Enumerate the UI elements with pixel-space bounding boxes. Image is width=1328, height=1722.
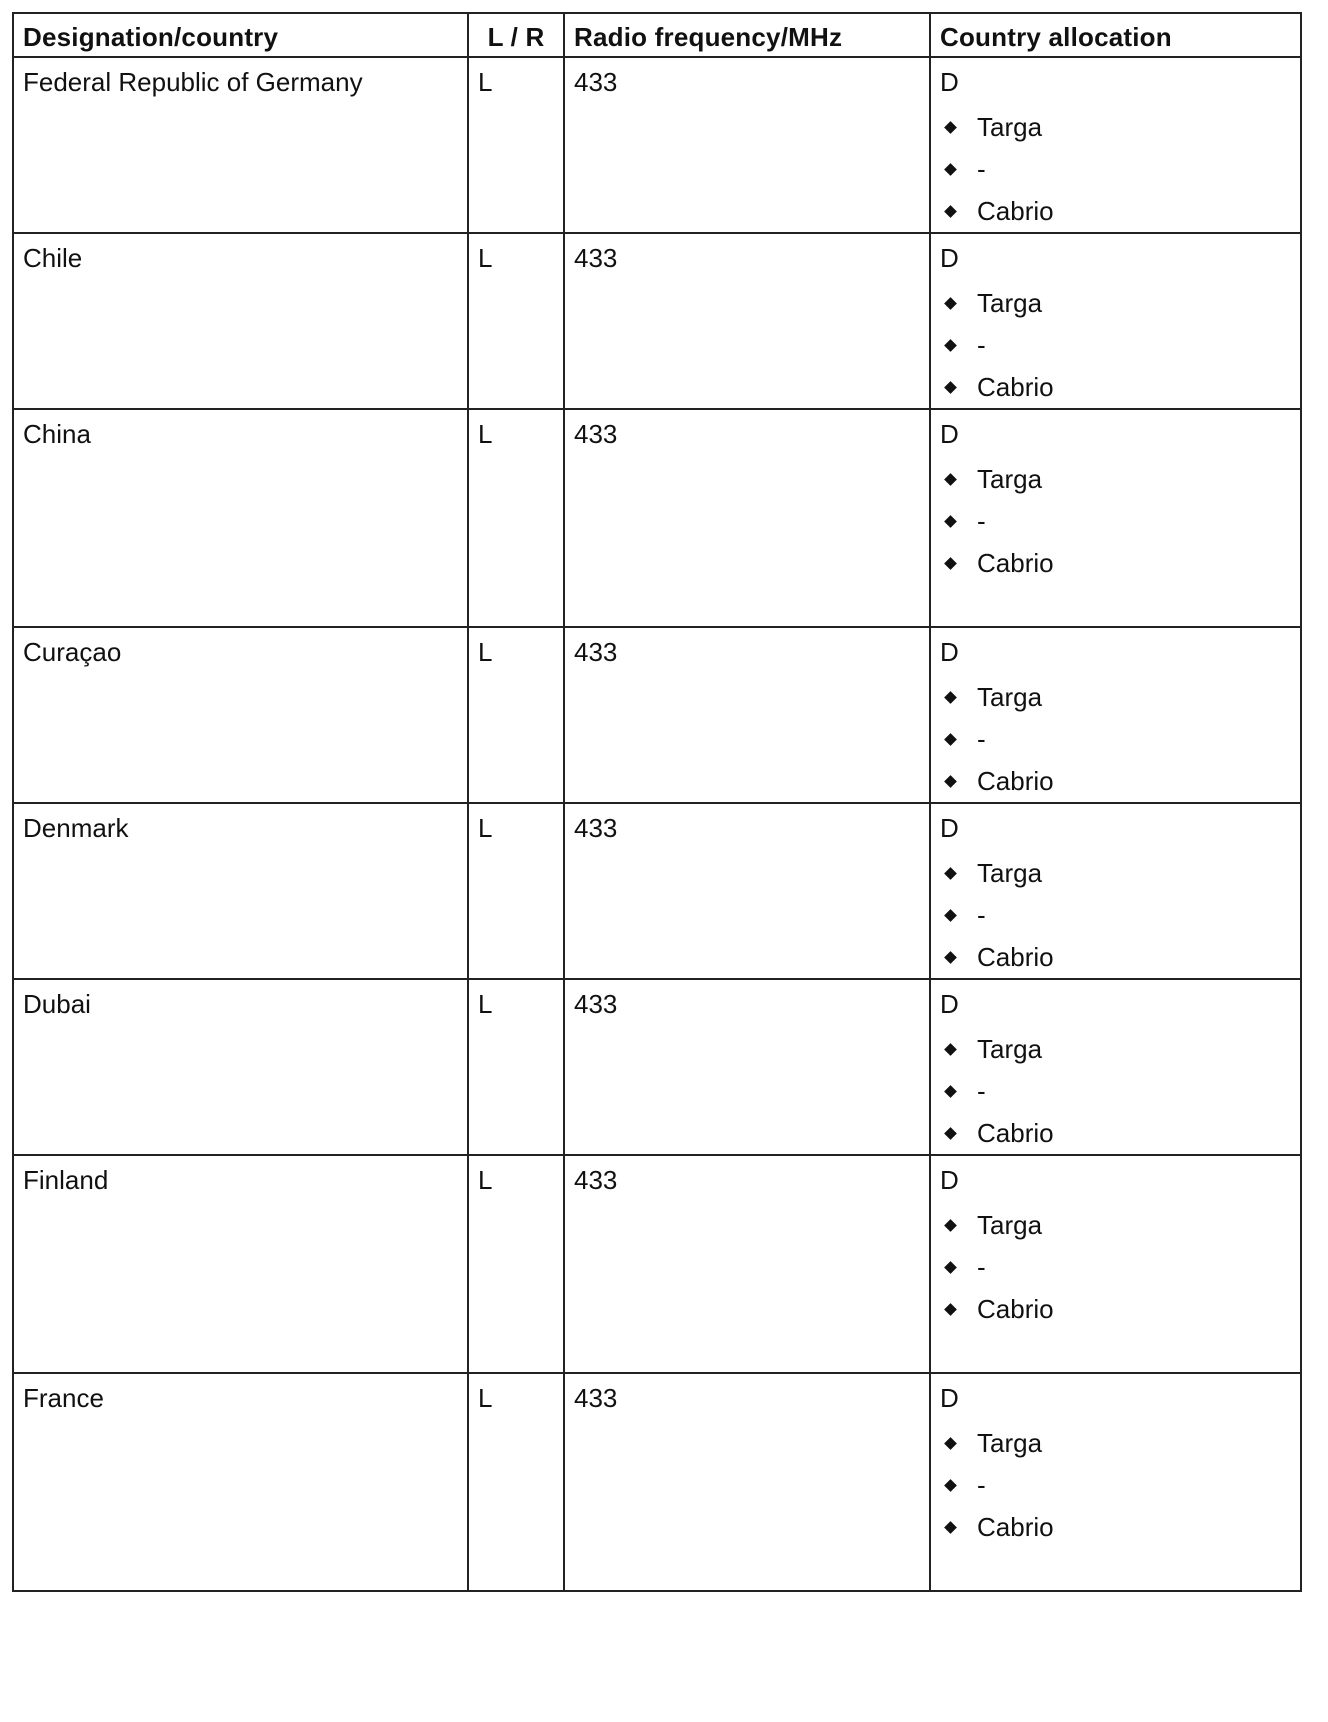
allocation-item-label: -: [977, 1251, 986, 1282]
diamond-bullet-icon: [944, 515, 957, 528]
allocation-code: D: [940, 243, 959, 273]
cell-country: [13, 1155, 468, 1373]
cell-frequency: [564, 979, 930, 1155]
allocation-list: [940, 852, 1300, 978]
diamond-bullet-icon: [944, 557, 957, 570]
cell-frequency: [564, 233, 930, 409]
diamond-bullet-icon: [944, 867, 957, 880]
allocation-item: [940, 1422, 1300, 1464]
allocation-item-label: Cabrio: [977, 941, 1054, 972]
cell-country: [13, 409, 468, 627]
diamond-bullet-icon: [944, 951, 957, 964]
cell-country: [13, 1373, 468, 1591]
allocation-item: [940, 542, 1300, 584]
table-row: [13, 803, 1301, 979]
cell-allocation: [930, 627, 1301, 803]
allocation-item: [940, 1112, 1300, 1154]
lr-value: L: [478, 813, 493, 843]
allocation-item: [940, 190, 1300, 232]
header-allocation: Country allocation: [930, 13, 1301, 57]
table-row: [13, 1373, 1301, 1591]
cell-allocation: [930, 57, 1301, 233]
allocation-item: [940, 1246, 1300, 1288]
cell-lr: [468, 803, 564, 979]
allocation-code: D: [940, 989, 959, 1019]
diamond-bullet-icon: [944, 691, 957, 704]
country-allocation-table: [12, 12, 1302, 1592]
cell-allocation: [930, 803, 1301, 979]
cell-frequency: [564, 803, 930, 979]
country-name: Federal Republic of Germany: [23, 67, 363, 97]
cell-allocation: [930, 233, 1301, 409]
allocation-item: [940, 324, 1300, 366]
lr-value: L: [478, 989, 493, 1019]
header-designation: Designation/country: [13, 13, 468, 57]
cell-allocation: [930, 1373, 1301, 1591]
allocation-item: [940, 1288, 1300, 1330]
allocation-list: [940, 458, 1300, 584]
allocation-item-label: -: [977, 1469, 986, 1500]
allocation-code: D: [940, 1165, 959, 1195]
allocation-item-label: -: [977, 329, 986, 360]
allocation-list: [940, 106, 1300, 232]
cell-frequency: [564, 1155, 930, 1373]
allocation-code: D: [940, 67, 959, 97]
allocation-item-label: Cabrio: [977, 195, 1054, 226]
allocation-item: [940, 500, 1300, 542]
cell-country: [13, 803, 468, 979]
table-row: [13, 409, 1301, 627]
frequency-value: 433: [574, 1165, 618, 1195]
diamond-bullet-icon: [944, 205, 957, 218]
allocation-item-label: Cabrio: [977, 1117, 1054, 1148]
table-row: [13, 233, 1301, 409]
allocation-item: [940, 148, 1300, 190]
allocation-list: [940, 282, 1300, 408]
diamond-bullet-icon: [944, 909, 957, 922]
frequency-value: 433: [574, 67, 618, 97]
cell-lr: [468, 627, 564, 803]
country-name: Chile: [23, 243, 83, 273]
diamond-bullet-icon: [944, 297, 957, 310]
diamond-bullet-icon: [944, 121, 957, 134]
country-name: China: [23, 419, 91, 449]
diamond-bullet-icon: [944, 1219, 957, 1232]
allocation-list: [940, 1204, 1300, 1330]
allocation-item-label: Targa: [977, 287, 1043, 318]
allocation-item-label: Cabrio: [977, 1511, 1054, 1542]
allocation-list: [940, 1422, 1300, 1548]
cell-lr: [468, 1155, 564, 1373]
allocation-list: [940, 1028, 1300, 1154]
allocation-list: [940, 676, 1300, 802]
allocation-item: [940, 282, 1300, 324]
allocation-item-label: Cabrio: [977, 547, 1054, 578]
allocation-item-label: Targa: [977, 1033, 1043, 1064]
diamond-bullet-icon: [944, 1303, 957, 1316]
frequency-value: 433: [574, 419, 618, 449]
allocation-item: [940, 894, 1300, 936]
cell-frequency: [564, 57, 930, 233]
allocation-item: [940, 718, 1300, 760]
header-row: [13, 13, 1301, 57]
table-header: [13, 13, 1301, 57]
allocation-item: [940, 1464, 1300, 1506]
allocation-item: [940, 1070, 1300, 1112]
cell-allocation: [930, 979, 1301, 1155]
allocation-item-label: -: [977, 723, 986, 754]
allocation-item-label: Cabrio: [977, 1293, 1054, 1324]
allocation-item-label: -: [977, 153, 986, 184]
diamond-bullet-icon: [944, 775, 957, 788]
diamond-bullet-icon: [944, 1479, 957, 1492]
allocation-code: D: [940, 419, 959, 449]
country-name: Denmark: [23, 813, 129, 843]
allocation-item-label: Targa: [977, 463, 1043, 494]
header-lr: L / R: [468, 13, 564, 57]
allocation-item-label: Targa: [977, 857, 1043, 888]
diamond-bullet-icon: [944, 163, 957, 176]
cell-frequency: [564, 409, 930, 627]
diamond-bullet-icon: [944, 1521, 957, 1534]
cell-country: [13, 233, 468, 409]
diamond-bullet-icon: [944, 473, 957, 486]
allocation-item-label: Targa: [977, 681, 1043, 712]
table-body: [13, 57, 1301, 1591]
allocation-item: [940, 852, 1300, 894]
diamond-bullet-icon: [944, 1043, 957, 1056]
cell-frequency: [564, 1373, 930, 1591]
lr-value: L: [478, 1165, 493, 1195]
allocation-item: [940, 1204, 1300, 1246]
cell-allocation: [930, 1155, 1301, 1373]
allocation-item-label: -: [977, 1075, 986, 1106]
cell-lr: [468, 57, 564, 233]
allocation-code: D: [940, 813, 959, 843]
lr-value: L: [478, 243, 493, 273]
table-row: [13, 627, 1301, 803]
country-name: Finland: [23, 1165, 109, 1195]
allocation-item: [940, 676, 1300, 718]
allocation-item: [940, 106, 1300, 148]
diamond-bullet-icon: [944, 733, 957, 746]
cell-frequency: [564, 627, 930, 803]
cell-country: [13, 57, 468, 233]
diamond-bullet-icon: [944, 339, 957, 352]
cell-lr: [468, 1373, 564, 1591]
country-name: France: [23, 1383, 104, 1413]
diamond-bullet-icon: [944, 1437, 957, 1450]
allocation-item: [940, 1028, 1300, 1070]
allocation-item-label: Cabrio: [977, 765, 1054, 796]
diamond-bullet-icon: [944, 1261, 957, 1274]
diamond-bullet-icon: [944, 1085, 957, 1098]
table-row: [13, 1155, 1301, 1373]
cell-lr: [468, 233, 564, 409]
lr-value: L: [478, 1383, 493, 1413]
lr-value: L: [478, 419, 493, 449]
cell-country: [13, 627, 468, 803]
allocation-item-label: -: [977, 899, 986, 930]
allocation-item: [940, 1506, 1300, 1548]
cell-allocation: [930, 409, 1301, 627]
allocation-item-label: Targa: [977, 111, 1043, 142]
cell-lr: [468, 409, 564, 627]
allocation-item: [940, 936, 1300, 978]
table-row: [13, 57, 1301, 233]
frequency-value: 433: [574, 637, 618, 667]
frequency-value: 433: [574, 1383, 618, 1413]
country-name: Curaçao: [23, 637, 122, 667]
allocation-item: [940, 760, 1300, 802]
header-frequency: Radio frequency/MHz: [564, 13, 930, 57]
lr-value: L: [478, 67, 493, 97]
cell-country: [13, 979, 468, 1155]
allocation-code: D: [940, 637, 959, 667]
frequency-value: 433: [574, 813, 618, 843]
allocation-code: D: [940, 1383, 959, 1413]
allocation-item-label: -: [977, 505, 986, 536]
lr-value: L: [478, 637, 493, 667]
diamond-bullet-icon: [944, 381, 957, 394]
frequency-value: 433: [574, 989, 618, 1019]
allocation-item: [940, 458, 1300, 500]
allocation-item-label: Targa: [977, 1427, 1043, 1458]
diamond-bullet-icon: [944, 1127, 957, 1140]
frequency-value: 433: [574, 243, 618, 273]
cell-lr: [468, 979, 564, 1155]
allocation-item: [940, 366, 1300, 408]
table-row: [13, 979, 1301, 1155]
country-name: Dubai: [23, 989, 91, 1019]
allocation-item-label: Cabrio: [977, 371, 1054, 402]
allocation-item-label: Targa: [977, 1209, 1043, 1240]
